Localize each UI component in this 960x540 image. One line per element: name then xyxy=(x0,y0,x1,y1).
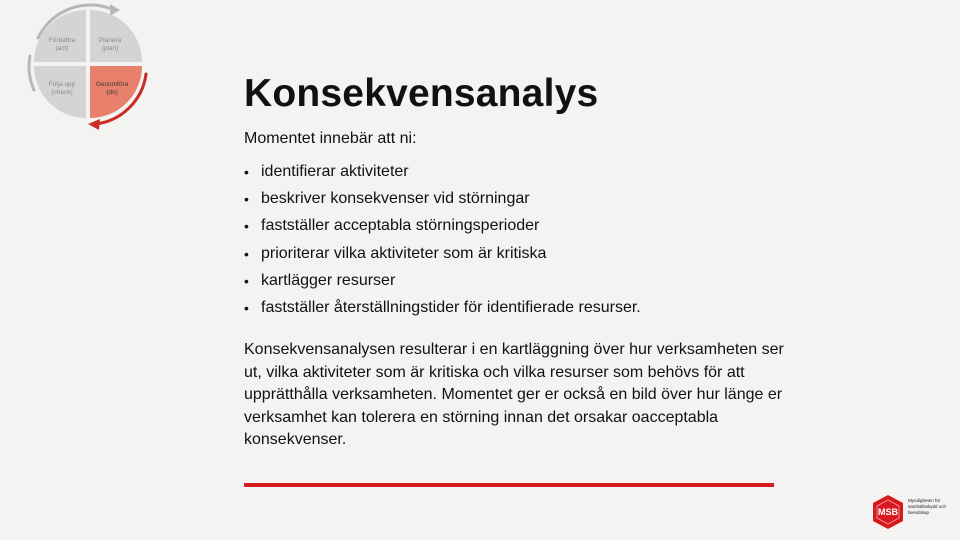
bullet-item xyxy=(244,244,641,271)
bullet-list xyxy=(244,162,641,325)
bullet-item xyxy=(244,271,641,298)
bullet-text: prioriterar vilka aktiviteter som är kritiska xyxy=(261,244,547,262)
bullet-dot-icon: • xyxy=(244,164,249,180)
quadrant-check-sub: (check) xyxy=(51,89,73,96)
quadrant-check-label: Följa upp xyxy=(48,81,76,88)
quadrant-act xyxy=(34,10,86,62)
logo-agency-name: Myndigheten för samhällsskydd och beredskap xyxy=(908,498,947,515)
cycle-arrowhead-top-icon xyxy=(110,4,120,16)
quadrant-act-sub: (act) xyxy=(55,45,69,52)
bullet-dot-icon: • xyxy=(244,218,249,235)
bullet-item xyxy=(244,216,641,243)
bullet-item xyxy=(244,162,641,189)
bullet-dot-icon: • xyxy=(244,191,249,208)
quadrant-plan-label: Planera xyxy=(98,37,122,44)
intro-text: Momentet innebär att ni: xyxy=(244,130,417,147)
logo-mark-text: MSB xyxy=(878,507,898,517)
quadrant-do-sub: (do) xyxy=(106,89,118,96)
summary-paragraph: Konsekvensanalysen resulterar i en kartläggning över hur verksamheten ser ut, vilka aktiviteter som är kritiska och vilka resurser som behövs för att upprätthålla verksamheten. Momentet ger er också en bild över hur länge er verksamhet kan tolerera en störning innan det orsakar oacceptabla konsekvenser. xyxy=(244,341,784,448)
quadrant-act-label: Förbättra xyxy=(48,37,76,44)
bullet-text: beskriver konsekvenser vid störningar xyxy=(261,190,530,208)
bullet-dot-icon: • xyxy=(244,272,249,289)
pdca-cycle-diagram xyxy=(20,0,160,130)
bullet-text: fastställer acceptabla störningsperioder xyxy=(261,217,540,235)
bullet-dot-icon: • xyxy=(244,245,249,262)
divider-rule xyxy=(244,483,774,487)
bullet-item xyxy=(244,189,641,216)
bullet-dot-icon: • xyxy=(244,299,249,316)
quadrant-do-label: Genomföra xyxy=(95,81,129,88)
bullet-text: fastställer återställningstider för identifierade resurser. xyxy=(261,298,641,316)
bullet-text: kartlägger resurser xyxy=(261,271,396,289)
cycle-arrow-left xyxy=(29,56,34,90)
quadrant-plan-sub: (plan) xyxy=(101,45,119,52)
bullet-item xyxy=(244,298,641,325)
msb-logo xyxy=(870,494,950,530)
page-title: Konsekvensanalys xyxy=(244,72,599,115)
bullet-text: identifierar aktiviteter xyxy=(261,163,409,180)
msb-logo-icon xyxy=(870,494,906,530)
cycle-arrowhead-icon xyxy=(88,119,100,130)
quadrant-plan xyxy=(90,10,142,62)
